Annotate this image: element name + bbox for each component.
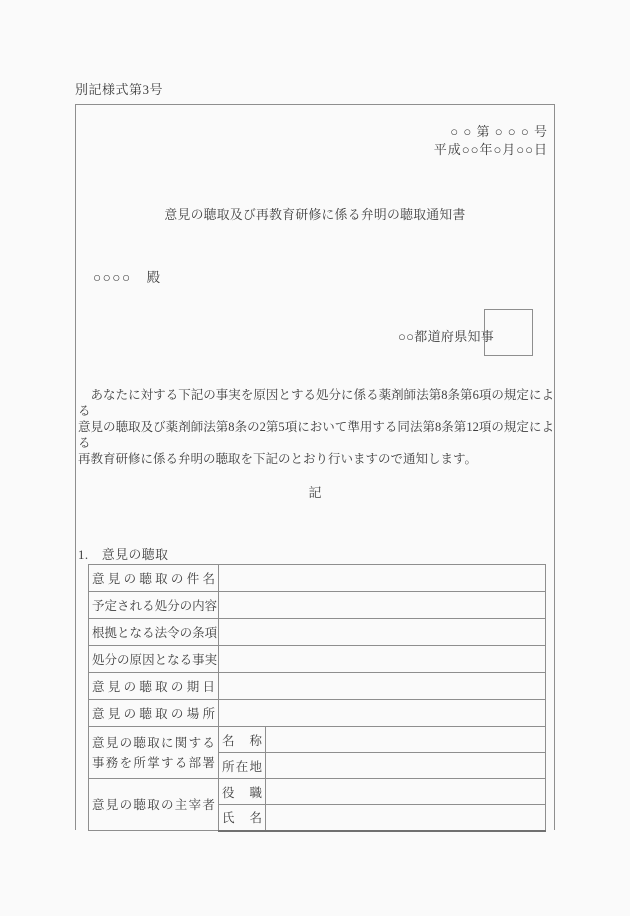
table-row bbox=[89, 592, 546, 619]
table-row bbox=[89, 565, 546, 592]
table-row bbox=[89, 673, 546, 700]
row-label-cell bbox=[89, 592, 219, 619]
body-line: 再教育研修に係る弁明の聴取を下記のとおり行いますので通知します。 bbox=[78, 452, 478, 466]
row-label-cell bbox=[89, 673, 219, 700]
sub-label-cell bbox=[219, 727, 266, 753]
body-line: 意見の聴取及び薬剤師法第8条の2第5項において準用する同法第8条第12項の規定による bbox=[78, 420, 554, 450]
row-value-cell bbox=[219, 565, 546, 592]
row-label-cell bbox=[89, 646, 219, 673]
row-label-cell bbox=[89, 619, 219, 646]
table-row bbox=[89, 727, 546, 753]
sub-label-cell bbox=[219, 805, 266, 831]
addressee: ○○○○ 殿 bbox=[93, 270, 162, 285]
body-line: あなたに対する下記の事実を原因とする処分に係る薬剤師法第8条第6項の規定による bbox=[78, 388, 554, 418]
sub-label: 名 称 bbox=[222, 733, 262, 748]
table-row bbox=[89, 700, 546, 727]
table-row bbox=[89, 619, 546, 646]
seal-placeholder-box bbox=[484, 309, 533, 356]
row-label: 処 分 の 原 因 と な る 事 実 bbox=[92, 653, 218, 667]
sub-label-cell bbox=[219, 779, 266, 805]
row-value-cell bbox=[219, 700, 546, 727]
sender-governor: ○○都道府県知事 bbox=[398, 329, 495, 344]
row-label-cell bbox=[89, 565, 219, 592]
section-1-heading: 1. 意見の聴取 bbox=[78, 548, 169, 562]
document-sheet bbox=[75, 104, 555, 830]
table-row bbox=[89, 779, 546, 805]
row-label-cell bbox=[89, 727, 219, 779]
sub-label: 所 在 地 bbox=[222, 759, 262, 774]
row-value-cell bbox=[219, 646, 546, 673]
sub-label: 氏 名 bbox=[222, 811, 262, 826]
row-value-cell bbox=[266, 727, 546, 753]
row-label-cell bbox=[89, 700, 219, 727]
document-title: 意見の聴取及び再教育研修に係る弁明の聴取通知書 bbox=[164, 208, 466, 222]
row-value-cell bbox=[266, 805, 546, 831]
body-paragraph bbox=[78, 387, 554, 467]
form-style-number: 別記様式第3号 bbox=[75, 82, 164, 97]
row-label: 予 定 さ れ る 処 分 の 内 容 bbox=[92, 599, 218, 613]
hearing-details-table bbox=[88, 564, 546, 832]
row-value-cell bbox=[219, 592, 546, 619]
row-value-cell bbox=[266, 779, 546, 805]
row-label-cell bbox=[89, 779, 219, 831]
row-label: 意 見 の 聴 取 の 主 宰 者 bbox=[92, 797, 215, 812]
ki-marker: 記 bbox=[308, 485, 322, 500]
sub-label-cell bbox=[219, 753, 266, 779]
document-number: ○ ○ 第 ○ ○ ○ 号 bbox=[450, 124, 548, 139]
row-label: 意 見 の 聴 取 の 件 名 bbox=[92, 572, 215, 586]
row-label: 根 拠 と な る 法 令 の 条 項 bbox=[92, 626, 218, 640]
sub-label: 役 職 bbox=[222, 785, 262, 800]
row-value-cell bbox=[266, 753, 546, 779]
document-date: 平成○○年○月○○日 bbox=[433, 142, 548, 157]
table-row bbox=[89, 646, 546, 673]
row-label: 意 見 の 聴 取 に 関 す る bbox=[92, 735, 215, 750]
row-label: 意 見 の 聴 取 の 場 所 bbox=[92, 707, 215, 721]
row-label: 意 見 の 聴 取 の 期 日 bbox=[92, 680, 215, 694]
row-value-cell bbox=[219, 673, 546, 700]
row-value-cell bbox=[219, 619, 546, 646]
row-label: 事 務 を 所 掌 す る 部 署 bbox=[92, 755, 215, 770]
